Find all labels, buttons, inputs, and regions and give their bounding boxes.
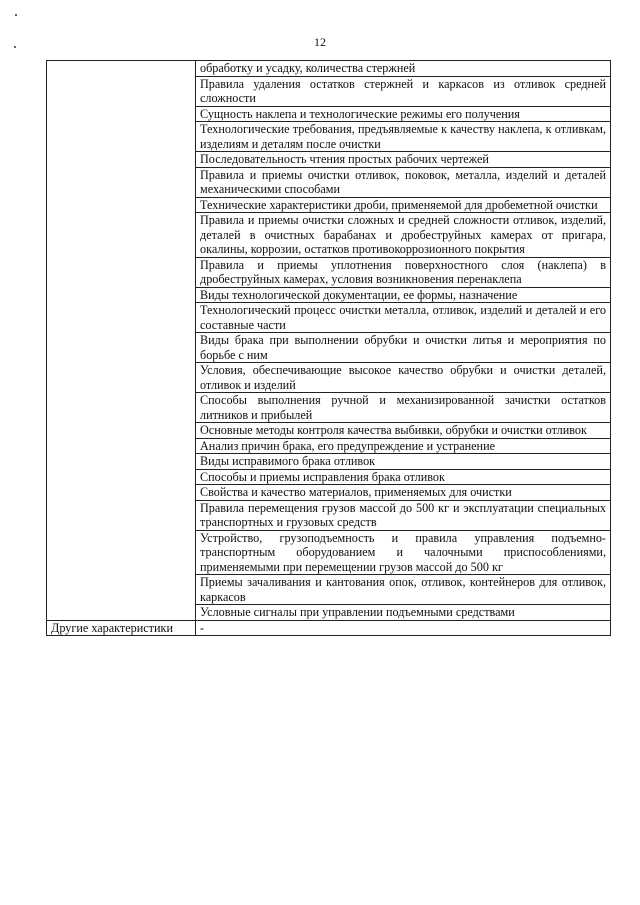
requirement-item: Технические характеристики дроби, применяемой для дробеметной очистки (196, 197, 611, 213)
requirements-table (46, 60, 611, 636)
requirement-item: Условные сигналы при управлении подъемными средствами (196, 605, 611, 621)
requirement-item: Основные методы контроля качества выбивки, обрубки и очистки отливок (196, 423, 611, 439)
requirement-item: Правила удаления остатков стержней и каркасов из отливок средней сложности (196, 76, 611, 106)
requirement-item: Правила перемещения грузов массой до 500 кг и эксплуатации специальных транспортных и грузовых средств (196, 500, 611, 530)
requirement-item: Технологические требования, предъявляемые к качеству наклепа, к отливкам, изделиям и деталям после очистки (196, 122, 611, 152)
requirement-item: Способы выполнения ручной и механизированной зачистки остатков литников и прибылей (196, 393, 611, 423)
other-characteristics-value: - (196, 620, 611, 636)
requirement-item: Правила и приемы очистки сложных и средней сложности отливок, изделий, деталей в очистных барабанах и дробеструйных камерах от пригара, окалины, коррозии, остатков противокоррозионного покрытия (196, 213, 611, 258)
page-number: 12 (314, 35, 326, 49)
scan-speck (15, 14, 17, 16)
requirement-item: Сущность наклепа и технологические режимы его получения (196, 106, 611, 122)
other-characteristics-label: Другие характеристики (47, 620, 196, 636)
scan-speck (14, 46, 16, 48)
requirement-item: Устройство, грузоподъемность и правила управления подъемно-транспортным оборудованием и чалочными приспособлениями, применяемыми при перемещении грузов массой до 500 кг (196, 530, 611, 575)
requirement-item: обработку и усадку, количества стержней (196, 61, 611, 77)
requirement-item: Анализ причин брака, его предупреждение и устранение (196, 438, 611, 454)
table-row (47, 61, 611, 77)
requirement-item: Виды технологической документации, ее формы, назначение (196, 287, 611, 303)
table-row-other-characteristics (47, 620, 611, 636)
requirement-item: Последовательность чтения простых рабочих чертежей (196, 152, 611, 168)
requirement-item: Свойства и качество материалов, применяемых для очистки (196, 485, 611, 501)
requirement-item: Приемы зачаливания и кантования опок, отливок, контейнеров для отливок, каркасов (196, 575, 611, 605)
requirement-item: Технологический процесс очистки металла, отливок, изделий и деталей и его составные части (196, 303, 611, 333)
requirement-item: Правила и приемы очистки отливок, поковок, металла, изделий и деталей механическими способами (196, 167, 611, 197)
requirement-item: Виды брака при выполнении обрубки и очистки литья и мероприятия по борьбе с ним (196, 333, 611, 363)
requirement-item: Способы и приемы исправления брака отливок (196, 469, 611, 485)
requirement-item: Виды исправимого брака отливок (196, 454, 611, 470)
requirement-item: Условия, обеспечивающие высокое качество обрубки и очистки деталей, отливок и изделий (196, 363, 611, 393)
requirement-item: Правила и приемы уплотнения поверхностного слоя (наклепа) в дробеструйных камерах, условия возникновения перенаклепа (196, 257, 611, 287)
table-left-cell-empty (47, 61, 196, 621)
